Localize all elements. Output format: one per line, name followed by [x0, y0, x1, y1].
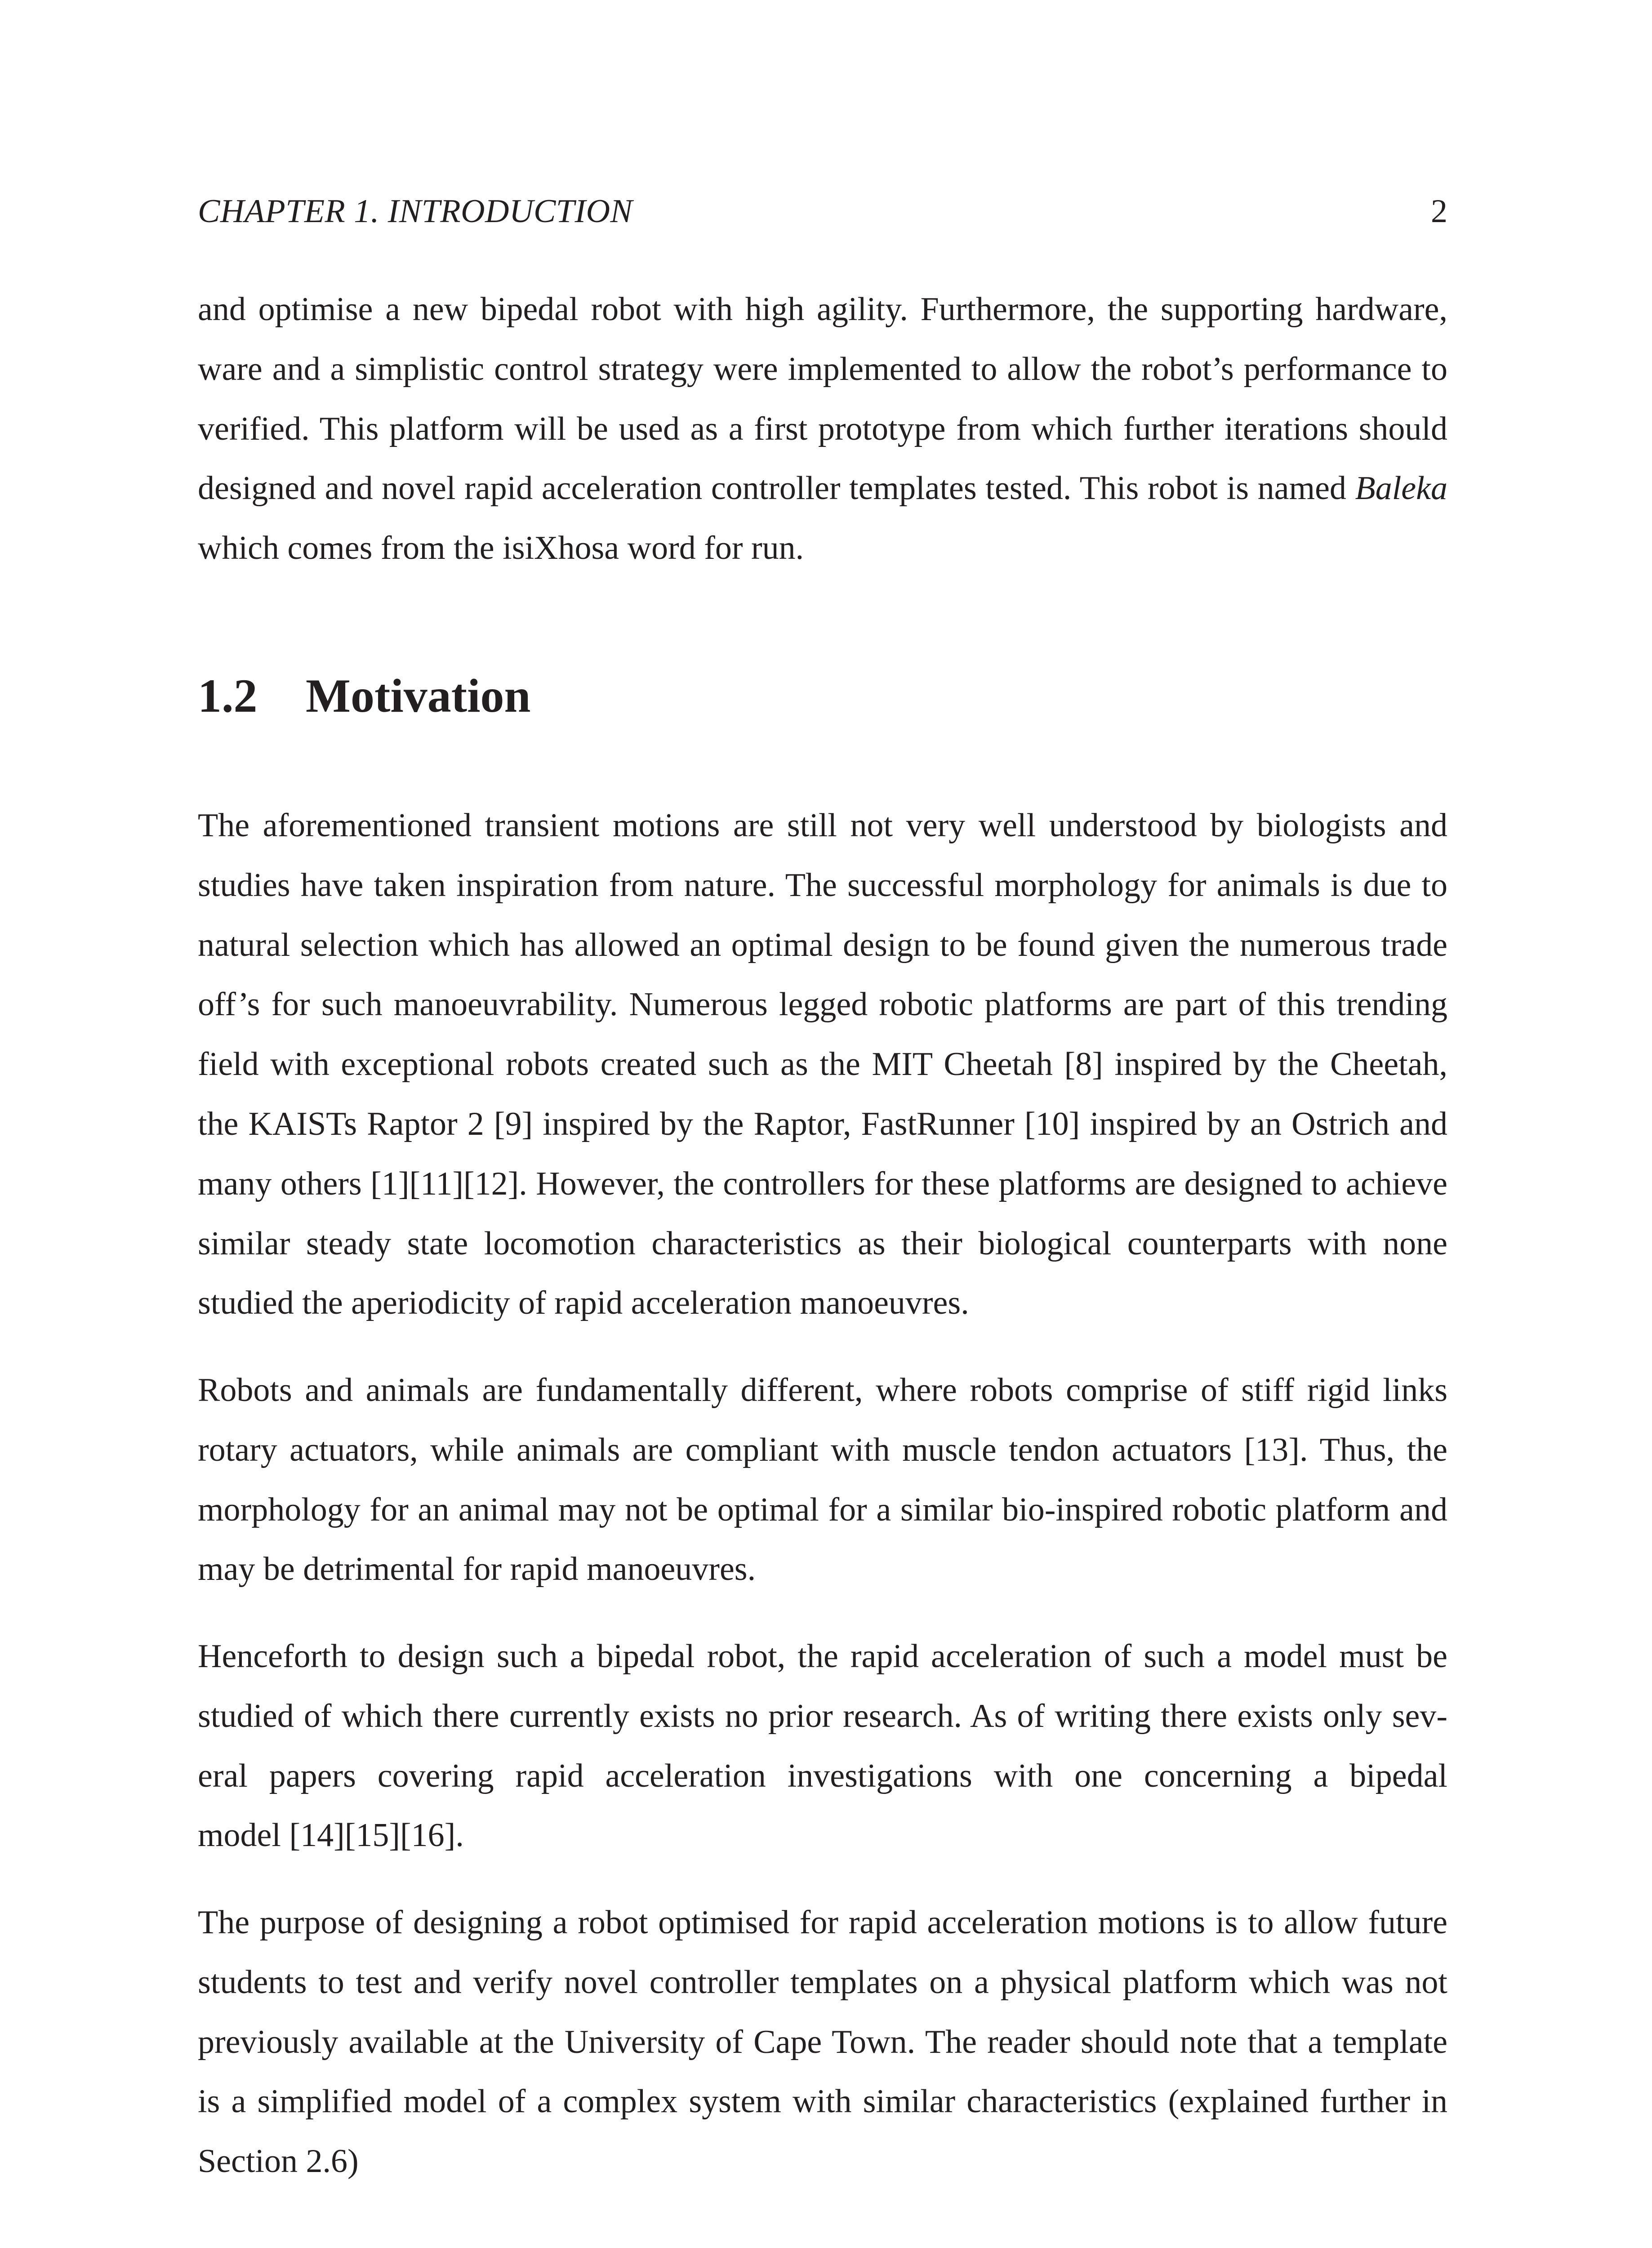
- text-line: and optimise a new bipedal robot with high agility. Furthermore, the supporting hardware,: [198, 291, 1447, 328]
- text-line: model [14][15][16].: [198, 1817, 464, 1854]
- text-line: is a simplified model of a complex system with similar characteristics (explained further in: [198, 2083, 1447, 2120]
- text-line: The purpose of designing a robot optimised for rapid acceleration motions is to allow future: [198, 1904, 1447, 1941]
- text-line: Section 2.6): [198, 2143, 359, 2180]
- text-line: Henceforth to design such a bipedal robot, the rapid acceleration of such a model must be: [198, 1638, 1447, 1675]
- text-line: off’s for such manoeuvrability. Numerous legged robotic platforms are part of this trending: [198, 986, 1447, 1023]
- text-line: studies have taken inspiration from nature. The successful morphology for animals is due to: [198, 866, 1447, 904]
- text-line: many others [1][11][12]. However, the controllers for these platforms are designed to achieve: [198, 1165, 1447, 1202]
- text-line: [198, 459, 1447, 518]
- text-line: verified. This platform will be used as a first prototype from which further iterations should: [198, 410, 1447, 447]
- robot-name: Baleka: [1355, 470, 1447, 507]
- text-line-segment: designed and novel rapid acceleration controller templates tested. This robot is named: [198, 470, 1355, 507]
- text-line: similar steady state locomotion characteristics as their biological counterparts with none: [198, 1225, 1447, 1262]
- paragraph-1: [198, 796, 1447, 1333]
- running-header: [198, 189, 1447, 234]
- text-line: eral papers covering rapid acceleration investigations with one concerning a bipedal: [198, 1757, 1447, 1794]
- paragraph-4: [198, 1893, 1447, 2191]
- text-line: previously available at the University of Cape Town. The reader should note that a template: [198, 2023, 1447, 2061]
- text-line: morphology for an animal may not be optimal for a similar bio-inspired robotic platform and: [198, 1491, 1447, 1528]
- section-title: Motivation: [306, 669, 531, 722]
- text-line: The aforementioned transient motions are still not very well understood by biologists and: [198, 807, 1447, 844]
- text-line: Robots and animals are fundamentally different, where robots comprise of stiff rigid links: [198, 1372, 1447, 1409]
- text-line: studied the aperiodicity of rapid acceleration manoeuvres.: [198, 1285, 969, 1322]
- text-line: studied of which there currently exists no prior research. As of writing there exists only sev-: [198, 1697, 1447, 1735]
- text-line: rotary actuators, while animals are compliant with muscle tendon actuators [13]. Thus, the: [198, 1431, 1447, 1468]
- paragraph-3: [198, 1627, 1447, 1865]
- text-line: students to test and verify novel controller templates on a physical platform which was not: [198, 1963, 1447, 2001]
- text-line: the KAISTs Raptor 2 [9] inspired by the Raptor, FastRunner [10] inspired by an Ostrich and: [198, 1105, 1447, 1142]
- page-number: 2: [1431, 193, 1447, 230]
- section-heading: [198, 665, 1447, 727]
- text-line: field with exceptional robots created such as the MIT Cheetah [8] inspired by the Cheetah,: [198, 1046, 1447, 1083]
- text-line: may be detrimental for rapid manoeuvres.: [198, 1551, 756, 1588]
- intro-paragraph: [198, 280, 1447, 578]
- text-line: natural selection which has allowed an optimal design to be found given the numerous trade: [198, 926, 1447, 963]
- chapter-heading: CHAPTER 1. INTRODUCTION: [198, 193, 633, 230]
- paragraph-2: [198, 1360, 1447, 1599]
- section-number: 1.2: [198, 669, 258, 722]
- text-line: ware and a simplistic control strategy were implemented to allow the robot’s performance to: [198, 350, 1447, 388]
- text-line: which comes from the isiXhosa word for run.: [198, 530, 804, 567]
